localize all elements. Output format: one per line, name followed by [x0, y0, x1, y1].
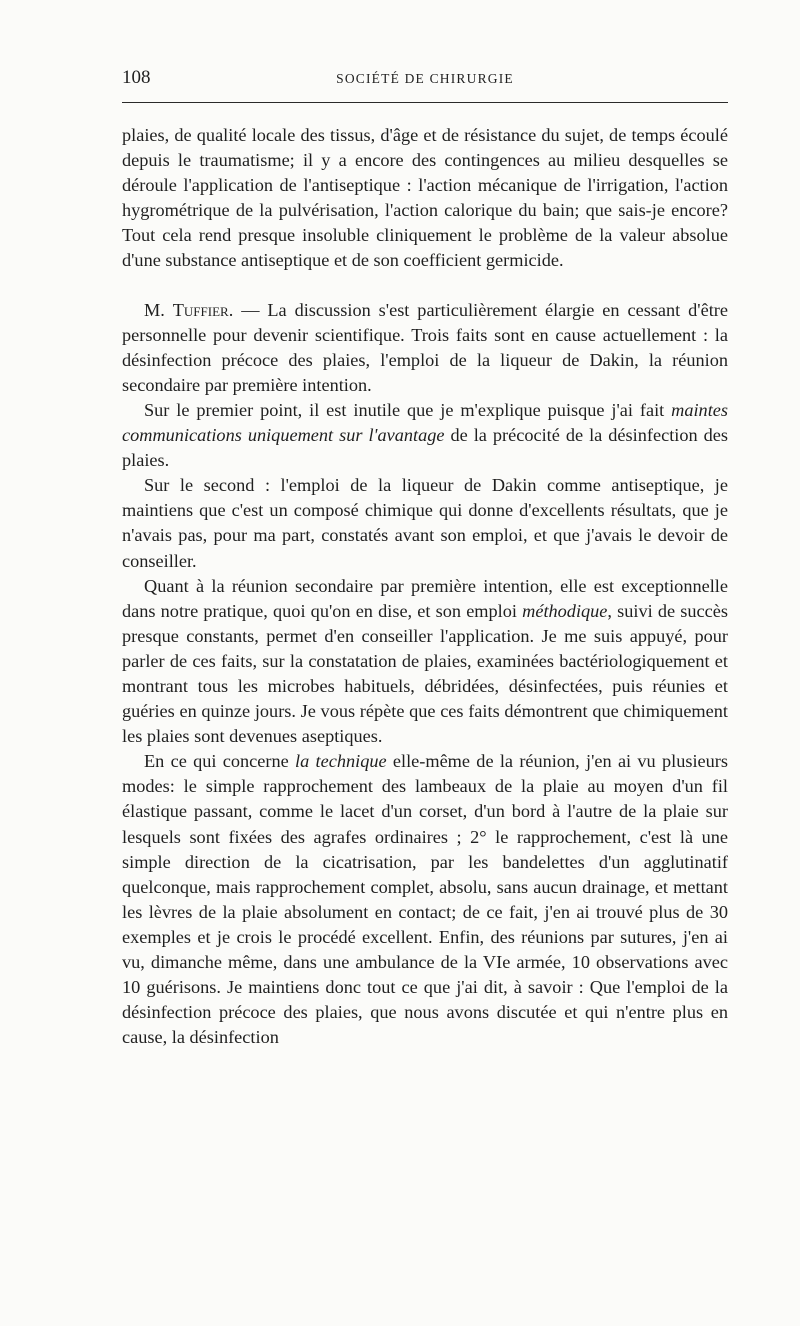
header-rule	[122, 102, 728, 103]
italic-text: maintes communications uniquement sur l'avantage	[122, 399, 728, 446]
paragraph-continuation	[122, 123, 728, 274]
running-head: SOCIÉTÉ DE CHIRURGIE	[336, 71, 514, 86]
speaker-name: Tuffier	[172, 299, 229, 320]
speaker-prefix: M.	[144, 299, 173, 320]
italic-text: la technique	[295, 751, 387, 772]
paragraph-first-point	[122, 398, 728, 473]
paragraph-text: En ce qui concerne	[144, 751, 296, 772]
paragraph-text: . — La discussion s'est particulièrement élargie en cessant d'être personnelle pour devenir scientifique. Trois faits sont en cause actuellement : la désinfection précoce des plaies, l'emploi de la liqueur de Dakin, la réunion secondaire par première intention.	[122, 299, 728, 395]
paragraph-text: Quant à la réunion secondaire par première intention, elle est exceptionnelle dans notre pratique, quoi qu'on en dise, et son emploi	[122, 575, 728, 621]
paragraph-third-point	[122, 574, 728, 750]
paragraph-text: elle-même de la réunion, j'en ai vu plusieurs modes: le simple rapprochement des lambeaux de la plaie au moyen d'un fil élastique passant, comme le lacet d'un corset, d'un bord à l'autre de la plaie sur lesquels sont fixées des agrafes ordinaires ; 2° le rapprochement, c'est là une simple direction de la cicatrisation, par les bandelettes d'un agglutinatif quelconque, mais rapprochement complet, absolu, sans aucun drainage, et mettant les lèvres de la plaie absolument en contact; de ce fait, j'en ai trouvé plus de 30 exemples et je crois le procédé excellent. Enfin, des réunions par sutures, j'en ai vu, dimanche même, dans une ambulance de la VIe armée, 10 observations avec 10 guérisons. Je maintiens donc tout ce que j'ai dit, à savoir : Que l'emploi de la désinfection précoce des plaies, que nous avons discutée et qui n'entre plus en cause, la désinfection	[122, 751, 728, 1048]
page-number: 108	[122, 67, 151, 88]
paragraph-text: plaies, de qualité locale des tissus, d'âge et de résistance du sujet, de temps écoulé depuis le traumatisme; il y a encore des contingences au milieu desquelles se déroule l'application de l'antiseptique : l'action mécanique de l'irrigation, l'action hygrométrique de la pulvérisation, l'action calorique du bain; que sais-je encore? Tout cela rend presque insoluble cliniquement le problème de la valeur absolue d'une substance antiseptique et de son coefficient germicide.	[122, 125, 728, 271]
paragraph-second-point	[122, 473, 728, 573]
paragraph-text: Sur le second : l'emploi de la liqueur de Dakin comme antiseptique, je maintiens que c'est un composé chimique qui donne d'excellents résultats, que je n'avais pas, pour ma part, constatés avant son emploi, et que j'avais le devoir de conseiller.	[122, 475, 728, 571]
paragraph-text: Sur le premier point, il est inutile que je m'explique puisque j'ai fait	[144, 399, 672, 420]
italic-text: méthodique	[522, 600, 608, 621]
paragraph-text: , suivi de succès presque constants, permet d'en conseiller l'application. Je me suis appuyé, pour parler de ces faits, sur la constatation de plaies, examinées bactériologiquement et montrant tous les microbes habituels, débridées, désinfectées, puis réunies et guéries en quinze jours. Je vous répète que ces faits démontrent que chimiquement les plaies sont devenues aseptiques.	[122, 600, 728, 747]
page-header	[122, 66, 728, 96]
paragraph-tuffier-intro	[122, 298, 728, 398]
paragraph-technique	[122, 749, 728, 1050]
body-text	[122, 123, 728, 1050]
paragraph-text: de la précocité de la désinfection des plaies.	[122, 425, 728, 471]
